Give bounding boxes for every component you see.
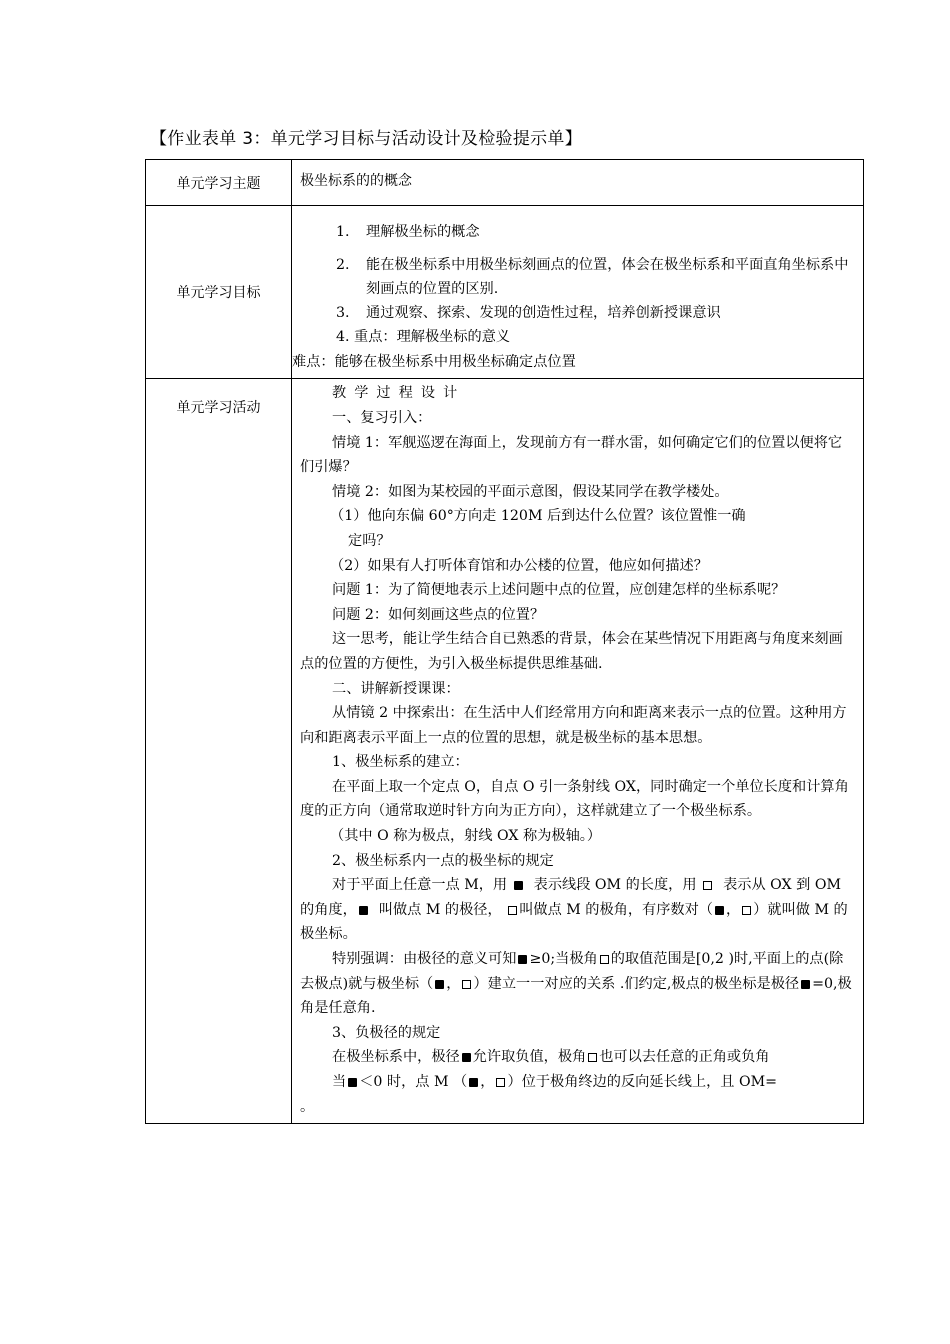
text-run: 在极坐标系中，极径 xyxy=(332,1049,460,1066)
goal-number: 3. xyxy=(336,304,350,321)
paragraph: 在平面上取一个定点 O，自点 O 引一条射线 OX，同时确定一个单位长度和计算角度的正方向（通常取逆时针方向为正方向），这样就建立了一个极坐标系。 xyxy=(300,778,849,820)
goals-content xyxy=(292,206,864,379)
symbol-box-icon xyxy=(518,955,527,964)
paragraph: （2）如果有人打听体育馆和办公楼的位置，他应如何描述？ xyxy=(330,557,708,574)
section-heading: 一、复习引入： xyxy=(332,409,432,426)
paragraph: 从情镜 2 中探索出：在生活中人们经常用方向和距离来表示一点的位置。这种用方向和距离表示平面上一点的位置的思想，就是极坐标的基本思想。 xyxy=(300,705,847,746)
paragraph xyxy=(300,873,855,947)
symbol-box-icon xyxy=(348,1078,357,1087)
text-run: 对于平面上任意一点 M，用 xyxy=(332,877,508,894)
text-run: 叫做点 M 的极角，有序数对（ xyxy=(519,901,713,918)
paragraph: 问题 1：为了简便地表示上述问题中点的位置，应创建怎样的坐标系呢？ xyxy=(332,582,786,599)
text-run: 当 xyxy=(332,1074,347,1090)
text-run: ， xyxy=(446,975,461,992)
paragraph xyxy=(300,1045,855,1070)
section-heading: 二、讲解新授课课： xyxy=(332,680,460,697)
topic-label: 单元学习主题 xyxy=(146,160,292,206)
goal-number: 2. xyxy=(336,256,350,273)
goal-text: 理解极坐标的概念 xyxy=(366,224,480,240)
text-run: ， xyxy=(726,901,741,918)
symbol-box-icon xyxy=(462,1053,471,1062)
symbol-box-icon xyxy=(801,980,810,989)
symbol-box-icon xyxy=(588,1053,597,1062)
paragraph xyxy=(300,947,855,1021)
row-activity xyxy=(146,379,864,1124)
paragraph xyxy=(300,1070,855,1095)
symbol-box-icon xyxy=(508,906,517,915)
row-goals xyxy=(146,206,864,379)
paragraph: 定吗？ xyxy=(348,532,391,549)
section-heading: 3、负极径的规定 xyxy=(332,1024,441,1041)
text-run: 叫做点 M 的极径， xyxy=(378,901,502,918)
section-heading: 2、极坐标系内一点的极坐标的规定 xyxy=(332,852,554,869)
goal-item xyxy=(300,220,855,245)
text-run: ）建立一一对应的关系 .们约定,极点的极坐标是极径 xyxy=(473,975,800,992)
text-run: 的取值范围是[0,2 )时,平面上的点(除去极点)就与极坐标（ xyxy=(300,951,844,992)
goal-difficulty: 难点：能够在极坐标系中用极坐标确定点位置 xyxy=(292,353,576,370)
text-run: 也可以去任意的正角或负角 xyxy=(599,1049,770,1066)
symbol-box-icon xyxy=(600,955,609,964)
text-run: ＜0 时，点 M （ xyxy=(359,1074,468,1090)
activity-heading: 教学过程设计 xyxy=(332,385,466,402)
text-run: 允许取负值，极角 xyxy=(472,1049,587,1066)
text-run: 表示从 OX 到 OM 的角度， xyxy=(300,877,841,918)
goal-text: 通过观察、探索、发现的创造性过程，培养创新授课意识 xyxy=(366,304,721,321)
symbol-box-icon xyxy=(514,881,523,890)
goals-label: 单元学习目标 xyxy=(146,206,292,379)
goal-number: 1. xyxy=(336,224,350,240)
symbol-box-icon xyxy=(496,1078,505,1087)
worksheet-table xyxy=(145,159,864,1124)
paragraph: 情境 1：军舰巡逻在海面上，发现前方有一群水雷，如何确定它们的位置以便将它们引爆？ xyxy=(300,434,843,476)
symbol-box-icon xyxy=(469,1078,478,1087)
text-run: ）就叫做 M 的极坐标。 xyxy=(300,901,848,943)
goal-key-point: 4. 重点：理解极坐标的意义 xyxy=(336,329,511,346)
text-run: 特别强调：由极径的意义可知 xyxy=(332,951,517,968)
row-topic xyxy=(146,160,864,206)
paragraph: 问题 2：如何刻画这些点的位置？ xyxy=(332,606,545,623)
topic-value: 极坐标系的的概念 xyxy=(292,160,864,206)
text-run: ≥0;当极角 xyxy=(529,951,598,968)
symbol-box-icon xyxy=(715,906,724,915)
symbol-box-icon xyxy=(742,906,751,915)
goal-item xyxy=(300,253,855,301)
text-run: ）位于极角终边的反向延长线上，且 OM= xyxy=(507,1074,777,1090)
page-title: 【作业表单 3：单元学习目标与活动设计及检验提示单】 xyxy=(150,129,583,149)
goal-text: 能在极坐标系中用极坐标刻画点的位置，体会在极坐标系和平面直角坐标系中刻画点的位置的区别. xyxy=(366,256,849,297)
symbol-box-icon xyxy=(462,980,471,989)
paragraph: 这一思考，能让学生结合自已熟悉的背景，体会在某些情况下用距离与角度来刻画点的位置的方便性，为引入极坐标提供思维基础. xyxy=(300,631,843,672)
symbol-box-icon xyxy=(359,906,368,915)
activity-content xyxy=(292,379,864,1124)
paragraph: 情境 2：如图为某校园的平面示意图，假设某同学在教学楼处。 xyxy=(332,483,729,500)
paragraph: 。 xyxy=(300,1098,315,1115)
text-run: 表示线段 OM 的长度，用 xyxy=(533,877,697,894)
text-run: =0,极角是任意角. xyxy=(300,975,852,1017)
text-run: ， xyxy=(480,1074,495,1090)
symbol-box-icon xyxy=(703,881,712,890)
goal-item xyxy=(300,301,855,326)
symbol-box-icon xyxy=(435,980,444,989)
activity-label: 单元学习活动 xyxy=(146,379,292,1124)
paragraph: （其中 O 称为极点，射线 OX 称为极轴。） xyxy=(330,828,602,845)
section-heading: 1、极坐标系的建立： xyxy=(332,754,469,771)
paragraph: （1）他向东偏 60°方向走 120M 后到达什么位置？该位置惟一确 xyxy=(330,508,746,525)
